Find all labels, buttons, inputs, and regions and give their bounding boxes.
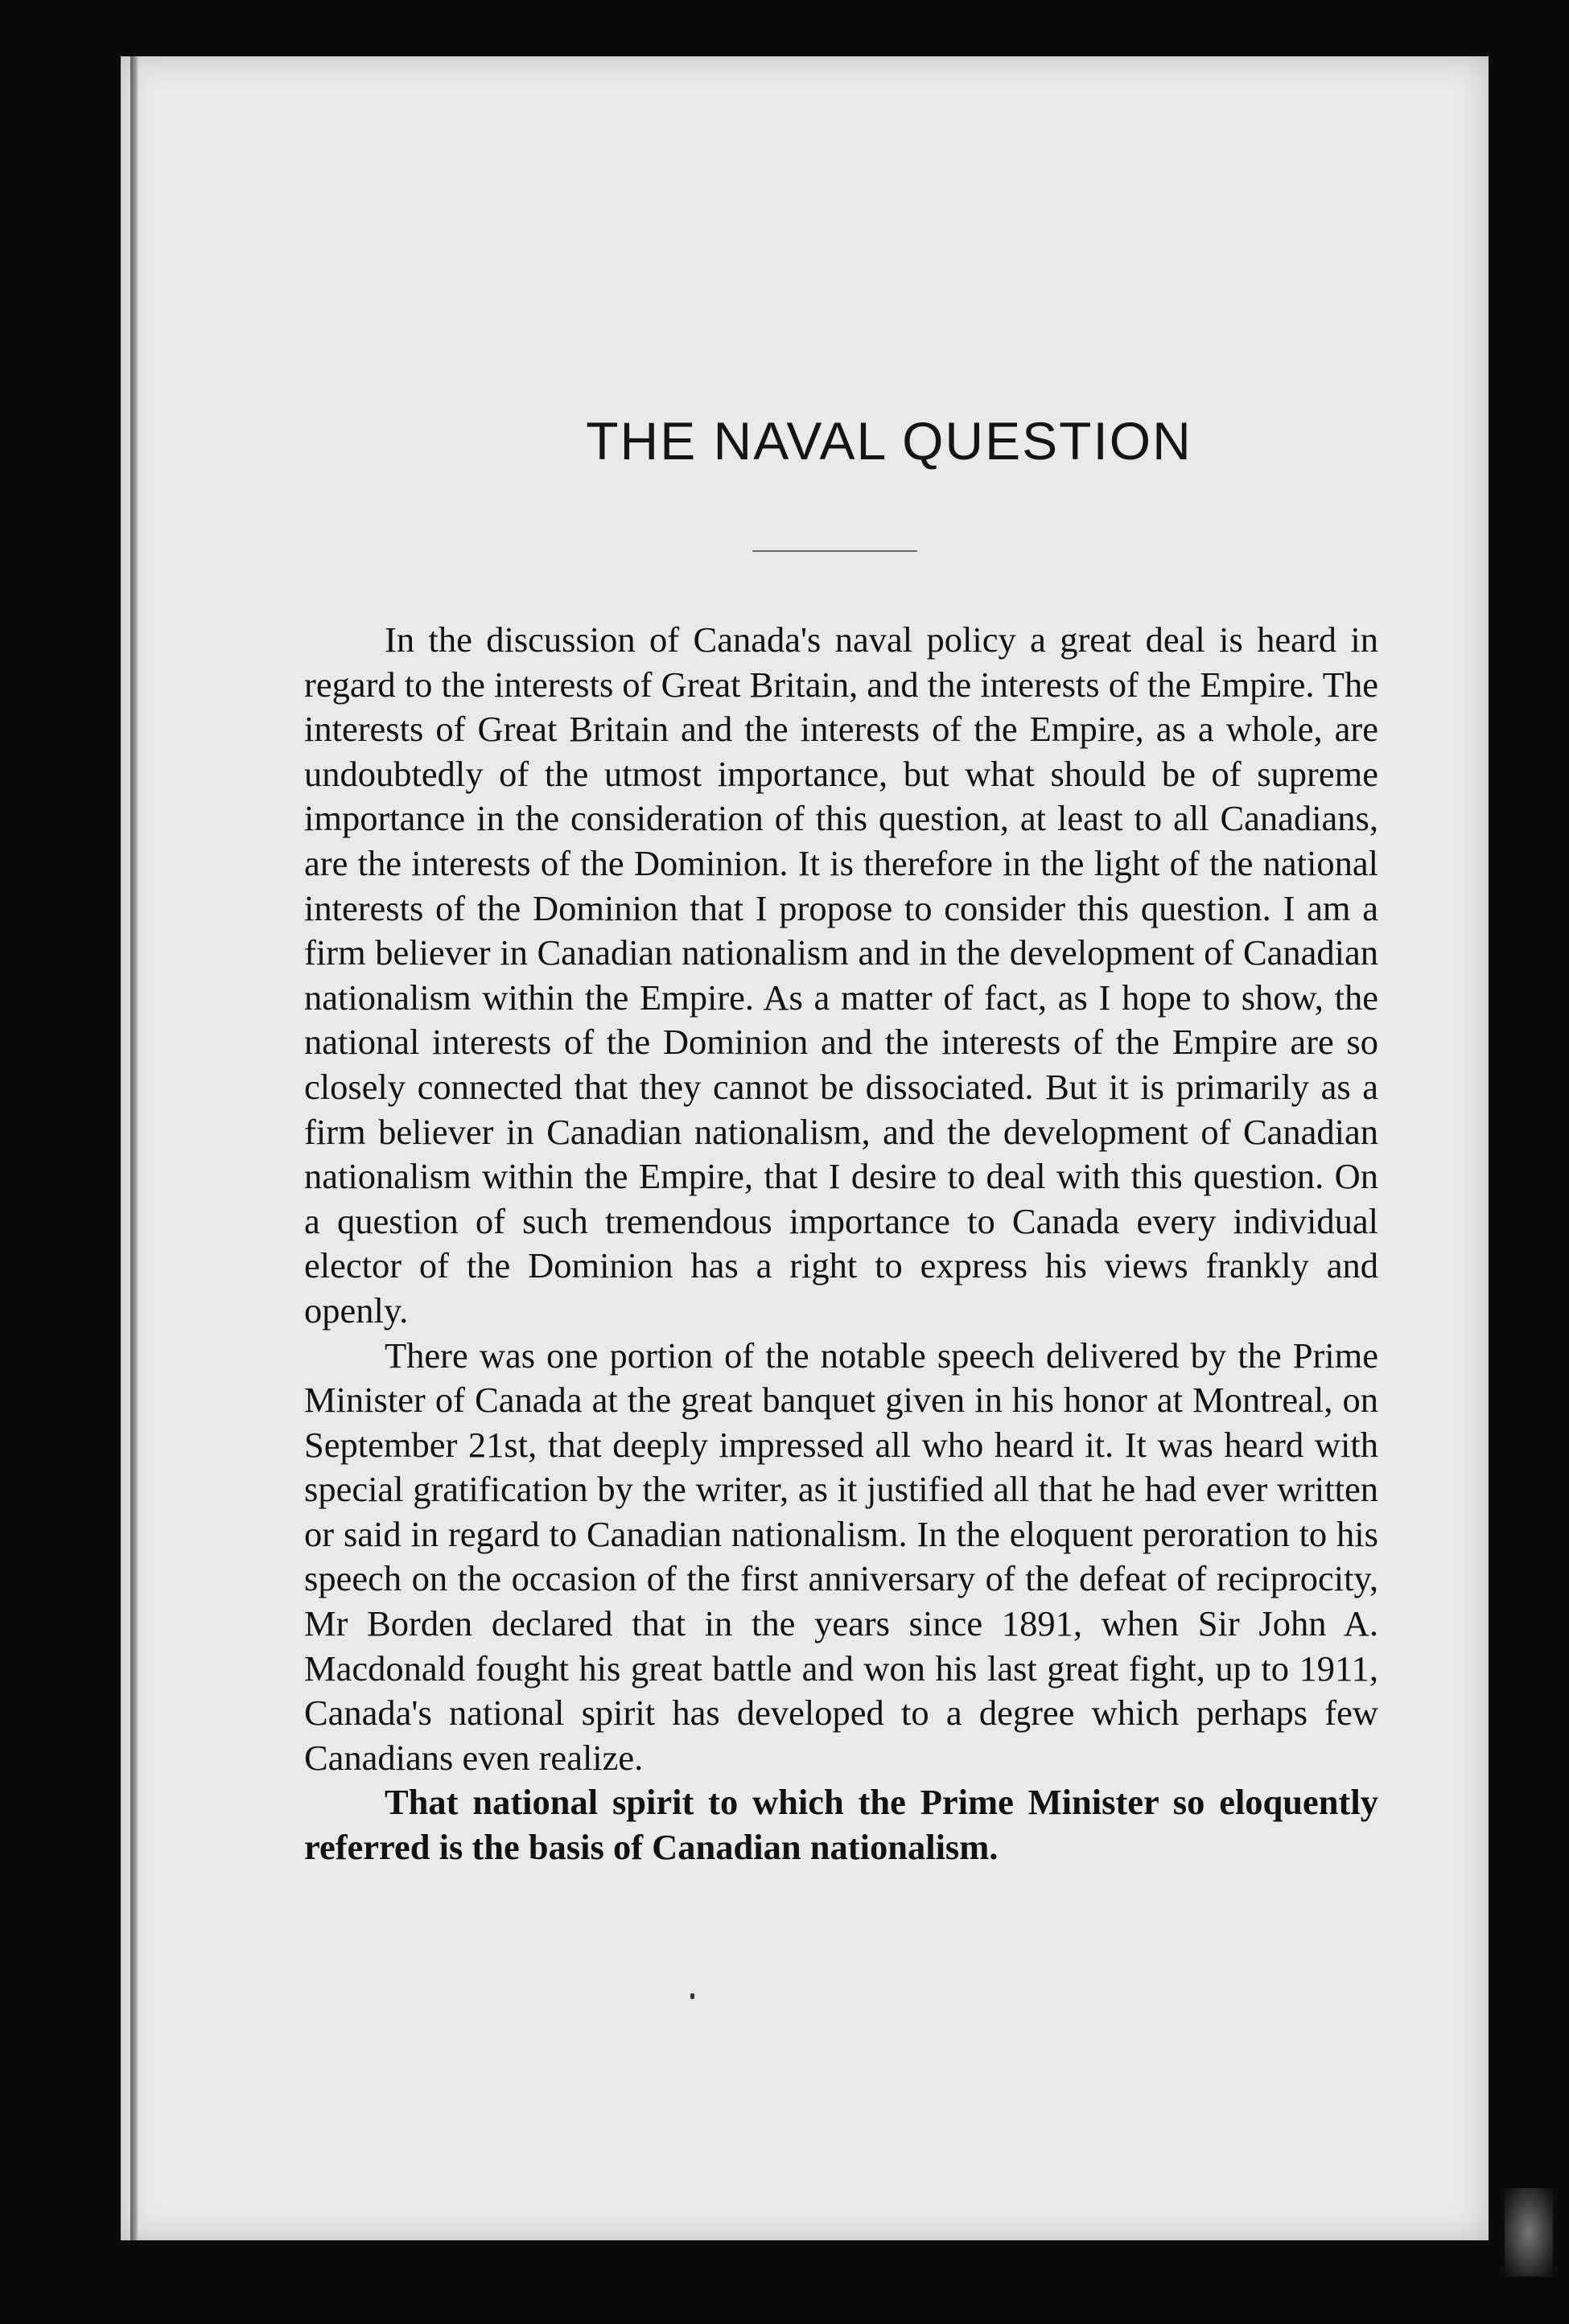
paragraph-3: That national spirit to which the Prime Minister so eloquently referred is the basis of Canadian nationalism. xyxy=(304,1782,1378,1868)
page-title: THE NAVAL QUESTION xyxy=(586,411,1192,471)
paragraph-2: There was one portion of the notable speech delivered by the Prime Minister of Canada at the great banquet given in his honor at Montreal, on September 21st, that deeply impressed all who heard it. It was heard with special gratification by the writer, as it justified all that he had ever written or said in regard to Canadian nationalism. In the eloquent peroration to his speech on the occasion of the first anniversary of the defeat of reciprocity, Mr Borden declared that in the years since 1891, when Sir John A. Macdonald fought his great battle and won his last great fight, up to 1911, Canada's national spirit has developed to a degree which perhaps few Canadians even realize. xyxy=(304,1335,1378,1778)
corner-wear-mark xyxy=(1505,2188,1553,2277)
page-binding-shadow xyxy=(130,56,138,2240)
paragraph-1: In the discussion of Canada's naval policy a great deal is heard in regard to the interests of Great Britain, and the interests of the Empire. The interests of Great Britain and the interests of the Empire, as a whole, are undoubtedly of the utmost importance, but what should be of supreme importance in the consideration of this question, at least to all Canadians, are the interests of the Dominion. It is therefore in the light of the national interests of the Dominion that I propose to consider this question. I am a firm believer in Canadian nationalism and in the development of Canadian nationalism within the Empire. As a matter of fact, as I hope to show, the national interests of the Dominion and the interests of the Empire are so closely connected that they cannot be dissociated. But it is primarily as a firm believer in Canadian nationalism, and the development of Canadian nationalism within the Empire, that I desire to deal with this question. On a question of such tremendous importance to Canada every individual elector of the Dominion has a right to express his views frankly and openly. xyxy=(304,619,1378,1331)
facing-page-edge xyxy=(0,0,121,2324)
body-text xyxy=(304,618,1378,1870)
print-speck xyxy=(690,1993,694,1999)
title-divider xyxy=(752,550,917,552)
